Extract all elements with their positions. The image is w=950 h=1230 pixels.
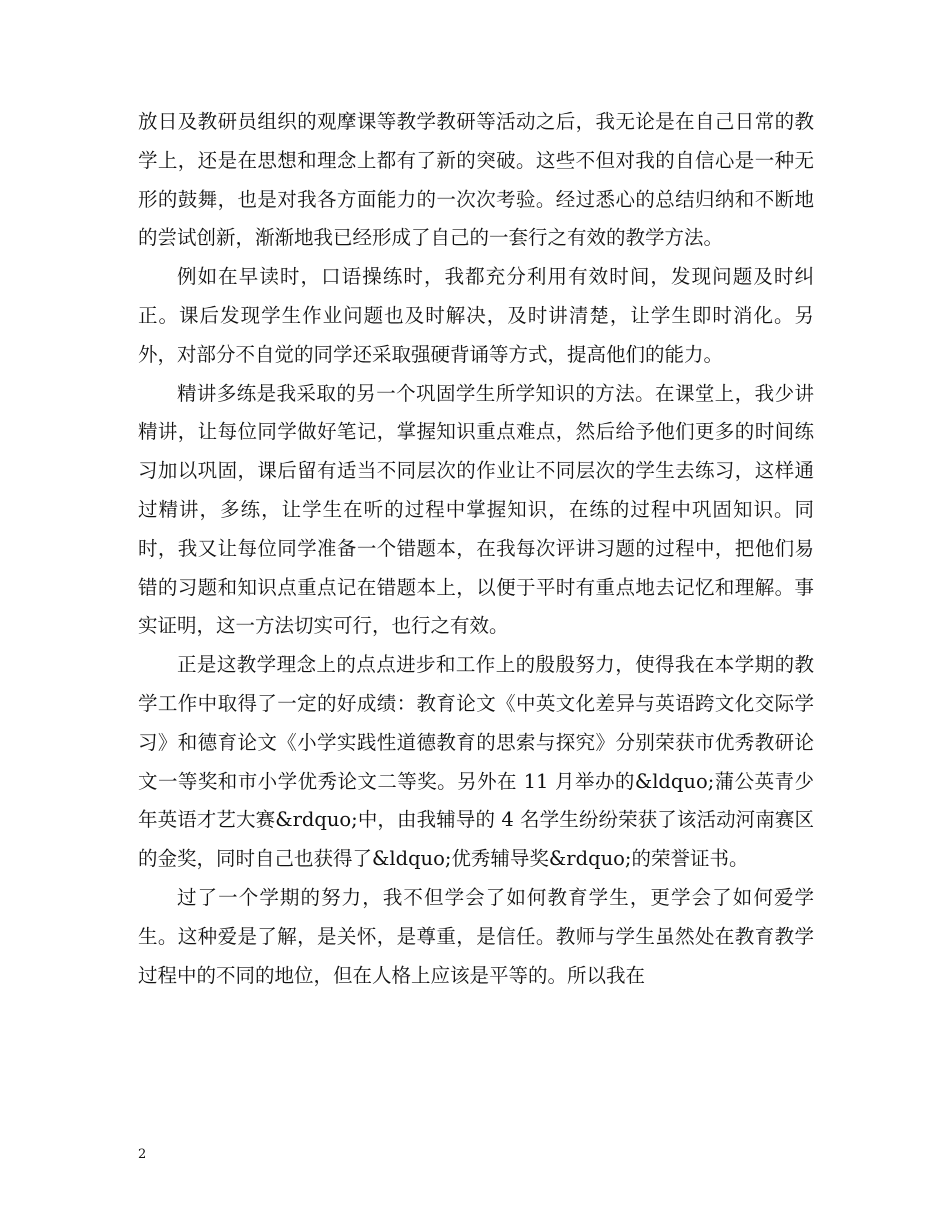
- body-text: [138, 103, 814, 995]
- paragraph-2: 例如在早读时，口语操练时，我都充分利用有效时间，发现问题及时纠正。课后发现学生作业问题也及时解决，及时讲清楚，让学生即时消化。另外，对部分不自觉的同学还采取强硬背诵等方式，提高他们的能力。: [138, 265, 814, 366]
- paragraph-3: 精讲多练是我采取的另一个巩固学生所学知识的方法。在课堂上，我少讲精讲，让每位同学做好笔记，掌握知识重点难点，然后给予他们更多的时间练习加以巩固，课后留有适当不同层次的作业让不同层次的学生去练习，这样通过精讲，多练，让学生在听的过程中掌握知识，在练的过程中巩固知识。同时，我又让每位同学准备一个错题本，在我每次评讲习题的过程中，把他们易错的习题和知识点重点记在错题本上，以便于平时有重点地去记忆和理解。事实证明，这一方法切实可行，也行之有效。: [138, 381, 814, 638]
- paragraph-5: 过了一个学期的努力，我不但学会了如何教育学生，更学会了如何爱学生。这种爱是了解，是关怀，是尊重，是信任。教师与学生虽然处在教育教学过程中的不同的地位，但在人格上应该是平等的。所以我在: [138, 885, 814, 987]
- paragraph-4: 正是这教学理念上的点点进步和工作上的殷殷努力，使得我在本学期的教学工作中取得了一定的好成绩：教育论文《中英文化差异与英语跨文化交际学习》和德育论文《小学实践性道德教育的思索与探究》分别荣获市优秀教研论文一等奖和市小学优秀论文二等奖。另外在 11 月举办的&ldquo;蒲公英青少年英语才艺大赛&rdquo;中，由我辅导的 4 名学生纷纷荣获了该活动河南赛区的金奖，同时自己也获得了&ldquo;优秀辅导奖&rdquo;的荣誉证书。: [138, 653, 814, 871]
- page-number: 2: [138, 1147, 147, 1162]
- paragraph-1: 放日及教研员组织的观摩课等教学教研等活动之后，我无论是在自己日常的教学上，还是在思想和理念上都有了新的突破。这些不但对我的自信心是一种无形的鼓舞，也是对我各方面能力的一次次考验。经过悉心的总结归纳和不断地的尝试创新，渐渐地我已经形成了自己的一套行之有效的教学方法。: [138, 110, 814, 250]
